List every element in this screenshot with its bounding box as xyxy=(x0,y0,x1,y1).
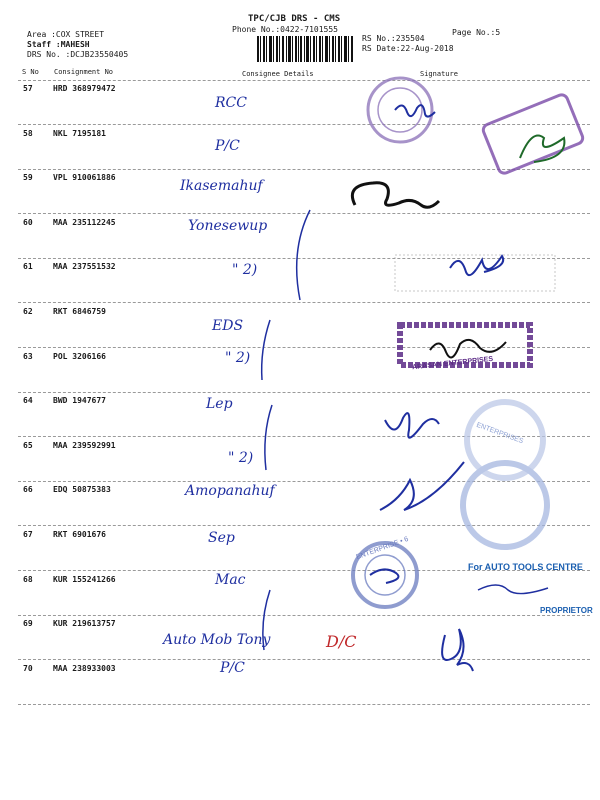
signature-57 xyxy=(395,105,435,116)
row-serial-number: 61 xyxy=(23,262,33,272)
row-consignment-number: NKL 7195181 xyxy=(53,128,106,138)
row-consignment-number: VPL 910061886 xyxy=(53,173,116,183)
row-consignment-number: MAA 235112245 xyxy=(53,217,116,227)
row-consignment-number: MAA 238933003 xyxy=(53,663,116,673)
column-header-sno: S No xyxy=(22,68,39,76)
bracket-3 xyxy=(265,405,272,470)
area-label: Area :COX STREET xyxy=(27,30,105,39)
signature-65 xyxy=(385,413,439,438)
row-serial-number: 70 xyxy=(23,663,33,673)
column-header-consignment: Consignment No xyxy=(54,68,114,76)
staff-label: Staff :MAHESH xyxy=(27,40,90,49)
handwritten-note: " 2) xyxy=(228,450,254,466)
stamp-row-61 xyxy=(395,255,555,291)
row-consignment-number: RKT 6901676 xyxy=(53,530,106,539)
row-consignment-number: RKT 6846759 xyxy=(53,307,106,316)
proprietor-stamp-text: PROPRIETOR xyxy=(540,606,593,615)
row-serial-number: 64 xyxy=(23,396,33,406)
row-serial-number: 66 xyxy=(23,485,33,495)
enterprises-stamp-text: ENTERPRISES xyxy=(475,421,525,446)
page-title: TPC/CJB DRS - CMS xyxy=(248,14,341,24)
row-serial-number: 68 xyxy=(23,574,33,584)
signature-68 xyxy=(370,569,398,583)
signature-61 xyxy=(450,256,503,275)
signature-66 xyxy=(380,462,464,510)
column-header-consignee: Consignee Details xyxy=(242,70,314,78)
handwritten-note: Auto Mob Tony xyxy=(163,632,271,648)
company-stamp-purple-2 xyxy=(482,93,585,175)
handwritten-note: RCC xyxy=(215,95,247,111)
row-consignment-number: BWD 1947677 xyxy=(53,396,106,406)
handwritten-note: P/C xyxy=(215,138,240,154)
row-serial-number: 59 xyxy=(23,173,33,183)
row-serial-number: 67 xyxy=(23,530,33,539)
row-serial-number: 57 xyxy=(23,84,33,93)
handwritten-note: EDS xyxy=(212,318,244,334)
handwritten-note: Ikasemahuf xyxy=(180,178,263,194)
rs-date: RS Date:22-Aug-2018 xyxy=(362,44,454,53)
handwritten-note: Sep xyxy=(208,530,235,546)
handwritten-note: Mac xyxy=(215,572,246,588)
handwritten-note: " 2) xyxy=(225,350,251,366)
arasan-stamp-text: ARASAN ENTERPRISES xyxy=(411,355,494,372)
enterprises-round-stamp xyxy=(463,402,547,547)
column-header-signature: Signature xyxy=(420,70,458,78)
page-number: Page No.:5 xyxy=(452,28,501,37)
enterprise-6-stamp-text: ENTERPRISE • 6 xyxy=(355,535,410,562)
company-stamp-purple xyxy=(368,78,432,142)
row-consignment-number: EDQ 50875383 xyxy=(53,485,111,495)
signature-59 xyxy=(352,183,439,207)
handwritten-note: " 2) xyxy=(232,262,258,278)
row-serial-number: 63 xyxy=(23,351,33,361)
row-consignment-number: KUR 155241266 xyxy=(53,574,116,584)
handwritten-note: Amopanahuf xyxy=(185,483,275,499)
row-serial-number: 58 xyxy=(23,128,33,138)
row-consignment-number: MAA 237551532 xyxy=(53,262,116,272)
drs-number: DRS No. :DCJB23550405 xyxy=(27,50,129,59)
row-serial-number: 60 xyxy=(23,217,33,227)
signature-63 xyxy=(430,340,506,358)
row-consignment-number: KUR 219613757 xyxy=(53,619,116,629)
phone-number: Phone No.:0422-7101555 xyxy=(232,25,338,34)
row-consignment-number: HRD 368979472 xyxy=(53,84,116,93)
handwritten-note-red: D/C xyxy=(326,632,357,651)
auto-tools-signature xyxy=(478,585,548,594)
row-serial-number: 65 xyxy=(23,440,33,450)
row-consignment-number: POL 3206166 xyxy=(53,351,106,361)
row-consignment-number: MAA 239592991 xyxy=(53,440,116,450)
handwritten-note: Yonesewup xyxy=(188,218,268,234)
row-serial-number: 69 xyxy=(23,619,33,629)
row-serial-number: 62 xyxy=(23,307,33,316)
handwritten-note: P/C xyxy=(220,660,245,676)
bracket-1 xyxy=(297,210,310,300)
bracket-2 xyxy=(262,320,270,380)
handwritten-note: Lep xyxy=(206,396,233,412)
rs-number: RS No.:235504 xyxy=(362,34,425,43)
auto-tools-stamp-text: For AUTO TOOLS CENTRE xyxy=(468,562,583,572)
signature-69 xyxy=(442,629,473,671)
